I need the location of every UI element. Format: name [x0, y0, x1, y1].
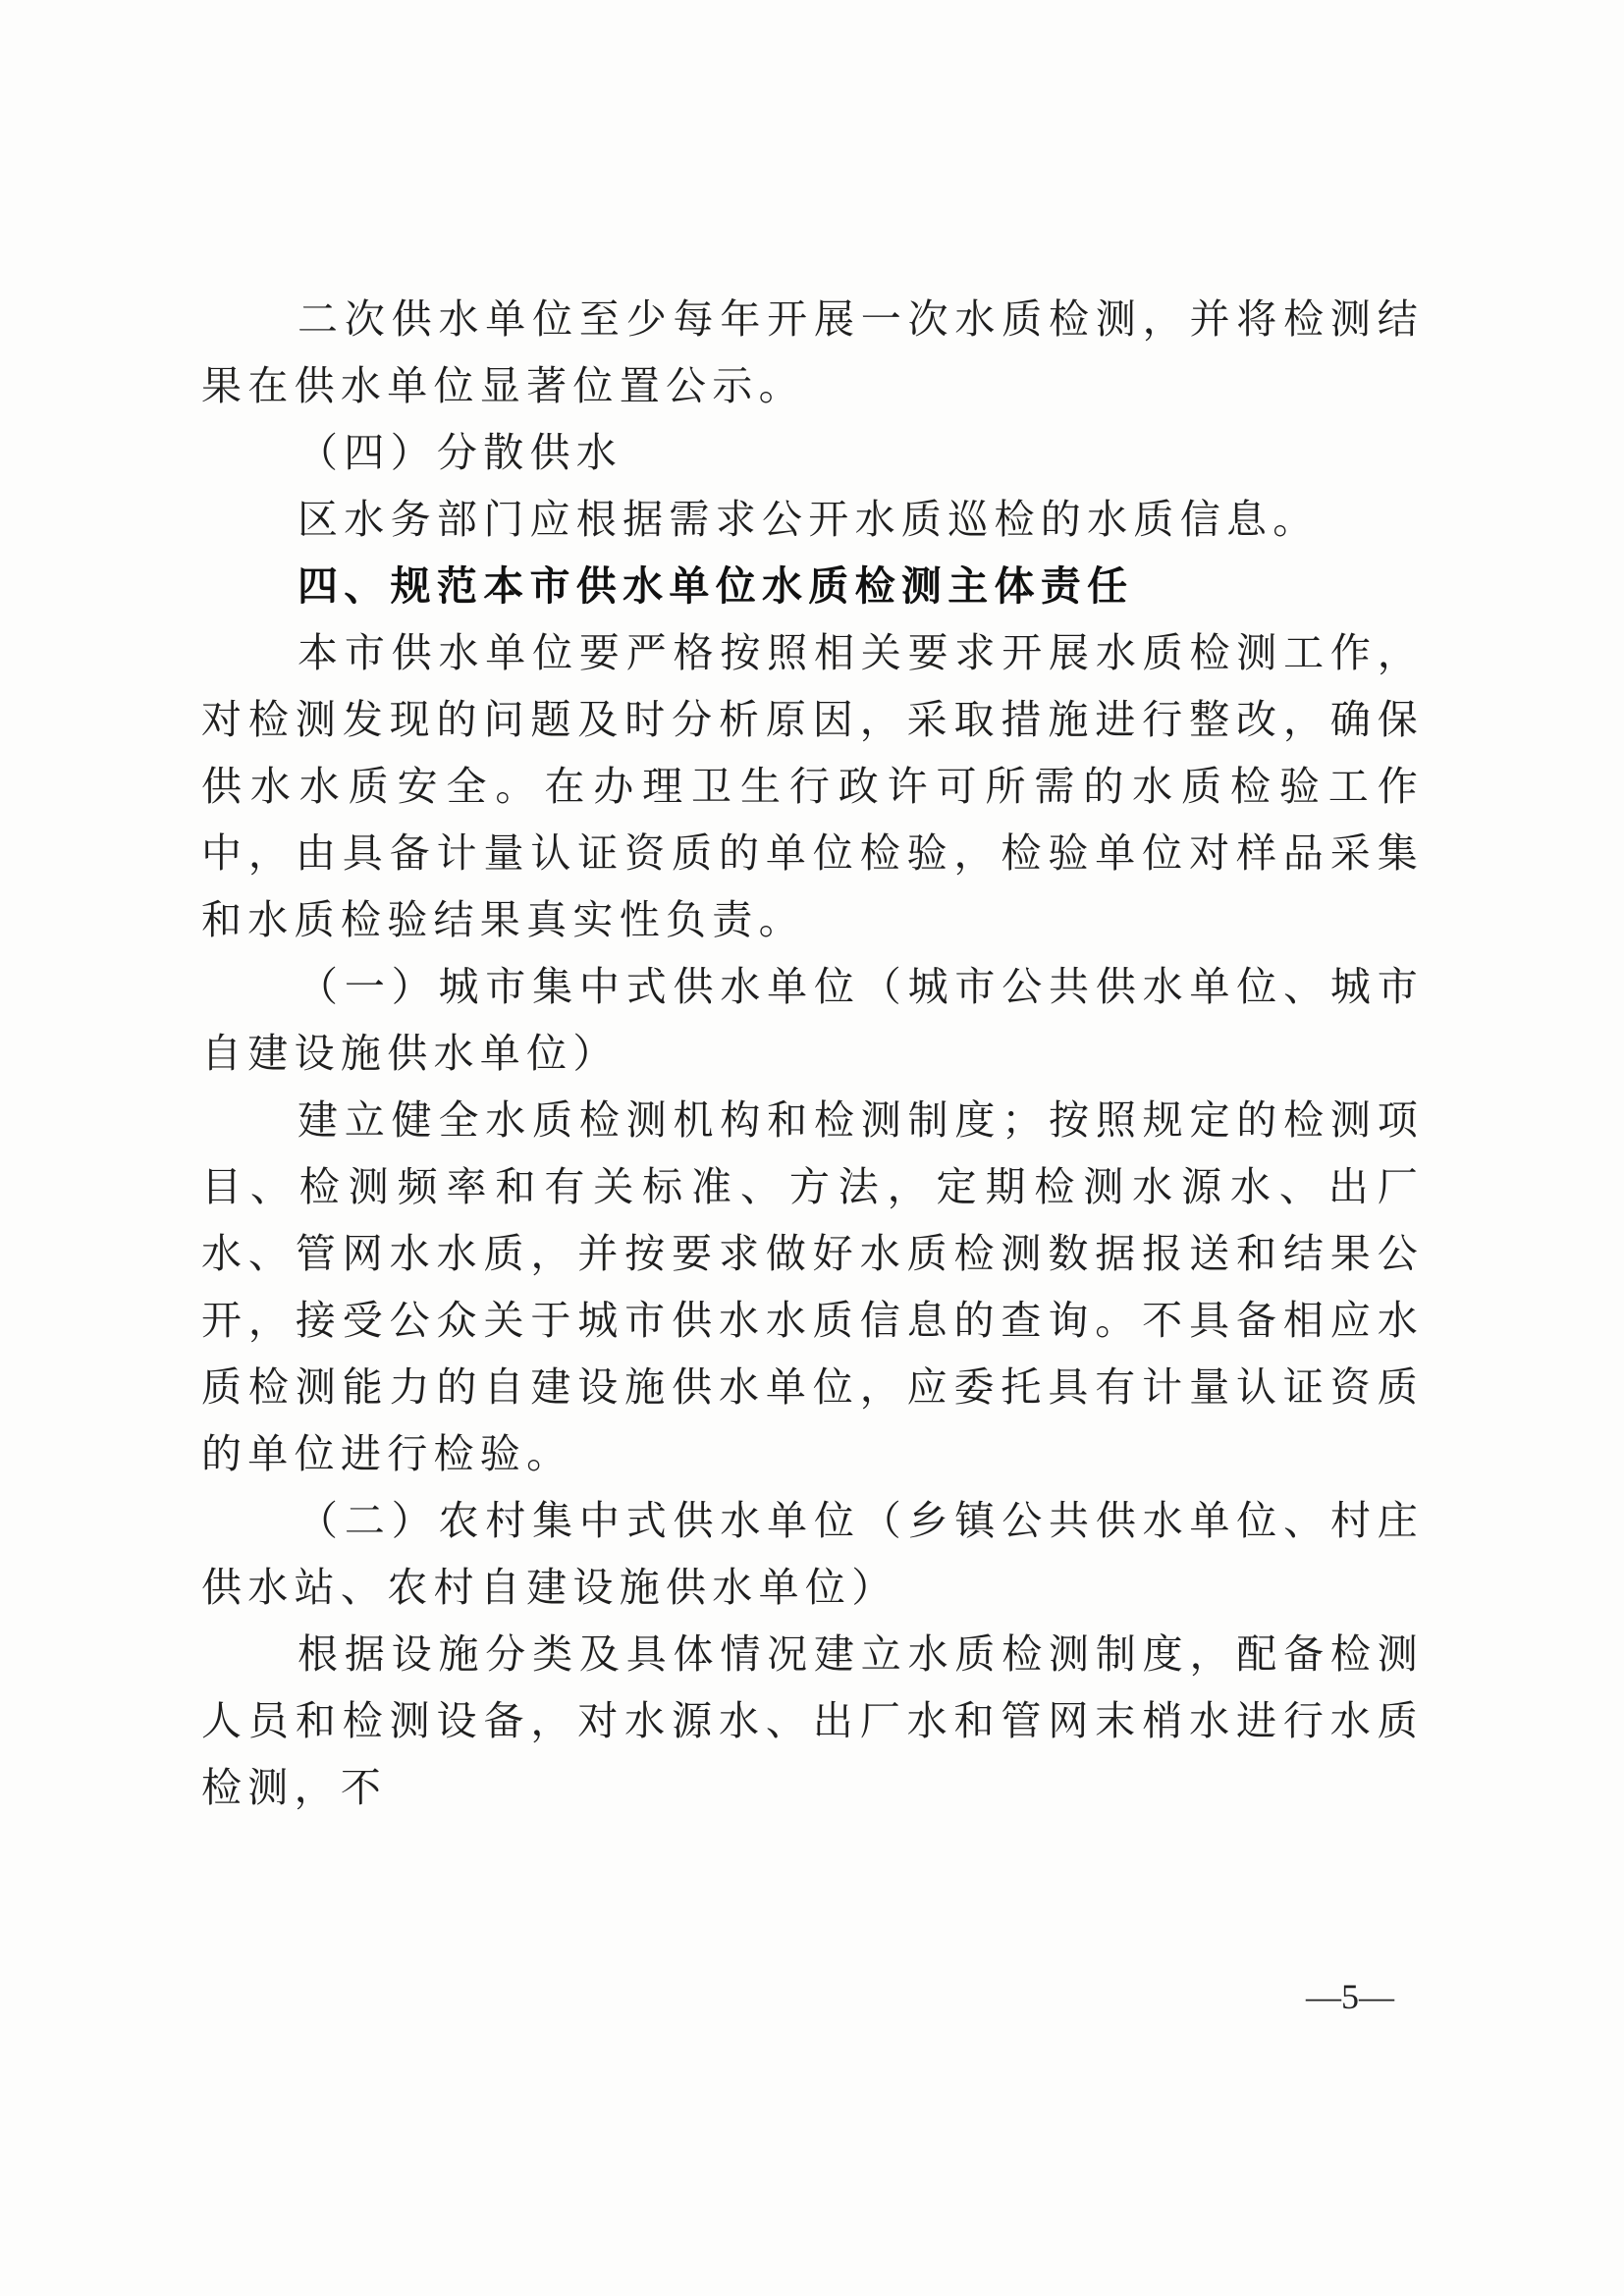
- subheading-dispersed-supply: （四）分散供水: [298, 429, 623, 476]
- paragraph-supplier-responsibility: 本市供水单位要严格按照相关要求开展水质检测工作，对检测发现的问题及时分析原因，采取措施进行整改，确保供水水质安全。在办理卫生行政许可所需的水质检验工作中，由具备计量认证资质的单位检验，检验单位对样品采集和水质检验结果真实性负责。: [201, 629, 1424, 943]
- subheading-urban-centralized-supply: （一）城市集中式供水单位（城市公共供水单位、城市自建设施供水单位）: [201, 963, 1424, 1077]
- subheading-rural-centralized-supply: （二）农村集中式供水单位（乡镇公共供水单位、村庄供水站、农村自建设施供水单位）: [201, 1497, 1424, 1611]
- paragraph-rural-testing-system: 根据设施分类及具体情况建立水质检测制度，配备检测人员和检测设备，对水源水、出厂水和管网末梢水进行水质检测，不: [201, 1630, 1424, 1811]
- document-body: [201, 286, 1424, 1821]
- paragraph-secondary-supply-testing: 二次供水单位至少每年开展一次水质检测，并将检测结果在供水单位显著位置公示。: [201, 295, 1424, 409]
- paragraph-district-water-affairs: 区水务部门应根据需求公开水质巡检的水质信息。: [298, 496, 1320, 543]
- page-number: —5—: [1306, 1977, 1394, 2016]
- paragraph-urban-testing-system: 建立健全水质检测机构和检测制度；按照规定的检测项目、检测频率和有关标准、方法，定期检测水源水、出厂水、管网水水质，并按要求做好水质检测数据报送和结果公开，接受公众关于城市供水水质信息的查询。不具备相应水质检测能力的自建设施供水单位，应委托具有计量认证资质的单位进行检验。: [201, 1096, 1424, 1477]
- section-heading-four: 四、规范本市供水单位水质检测主体责任: [298, 562, 1134, 610]
